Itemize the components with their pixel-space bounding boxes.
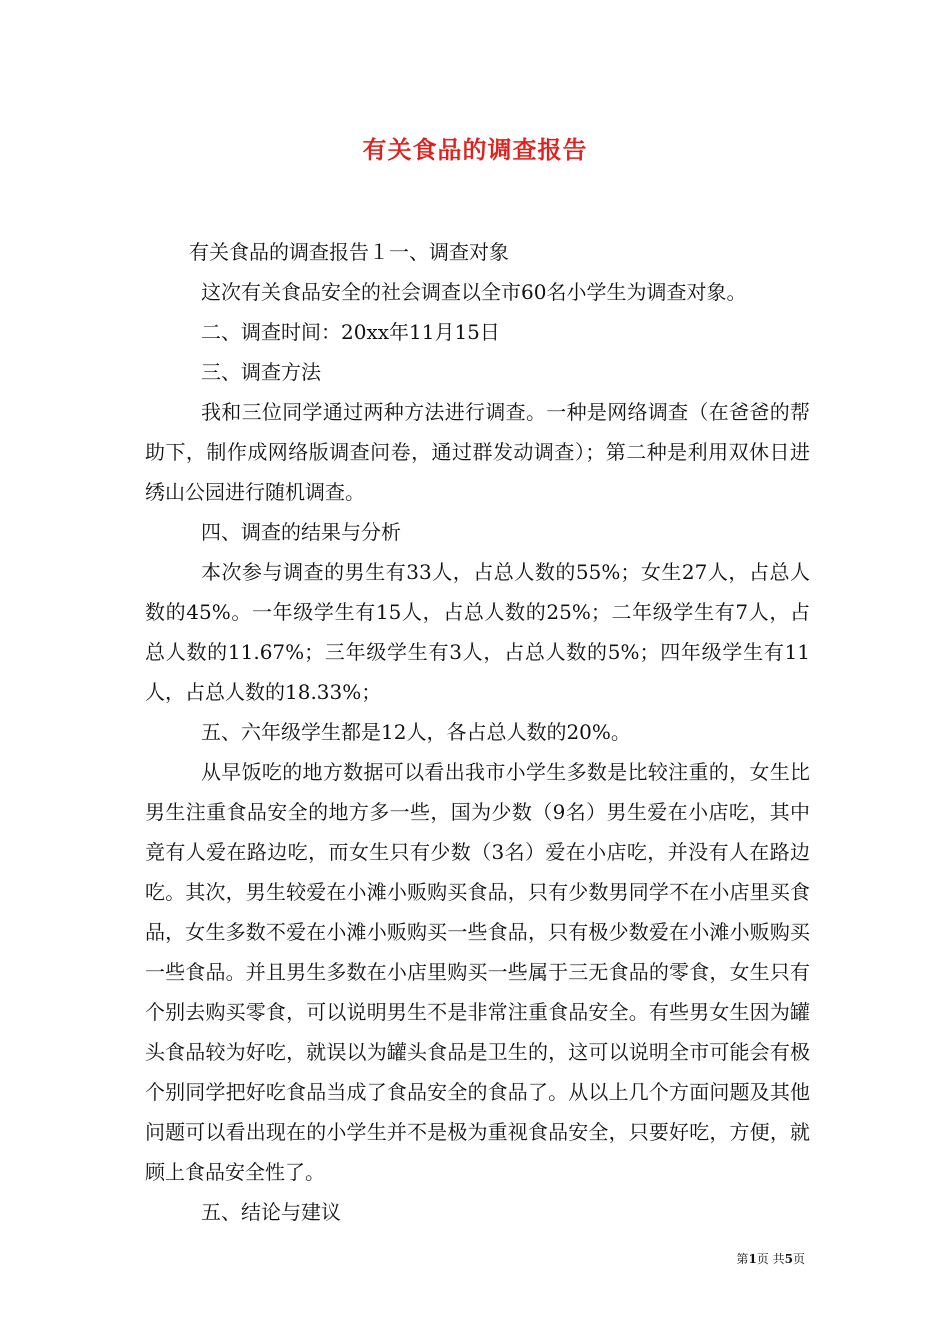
document-body <box>145 232 810 1232</box>
section-heading-conclusion: 五、结论与建议 <box>201 1200 341 1224</box>
footer-prefix: 第 <box>736 1252 749 1266</box>
paragraph-method: 我和三位同学通过两种方法进行调查。一种是网络调查（在爸爸的帮助下，制作成网络版调查问卷，通过群发动调查）；第二种是利用双休日进绣山公园进行随机调查。 <box>145 400 810 504</box>
footer-suffix: 页 <box>792 1252 805 1266</box>
paragraph-subject: 这次有关食品安全的社会调查以全市60名小学生为调查对象。 <box>201 280 747 304</box>
footer-middle: 页 共 <box>756 1252 785 1266</box>
document-title: 有关食品的调查报告 <box>362 135 588 164</box>
page-number-footer <box>736 1250 805 1267</box>
paragraph-analysis: 从早饭吃的地方数据可以看出我市小学生多数是比较注重的，女生比男生注重食品安全的地方多一些，国为少数（9名）男生爱在小店吃，其中竟有人爱在路边吃，而女生只有少数（3名）爱在小店吃，并没有人在路边吃。其次，男生较爱在小滩小贩购买食品，只有少数男同学不在小店里买食品，女生多数不爱在小滩小贩购买一些食品，只有极少数爱在小滩小贩购买一些食品。并且男生多数在小店里购买一些属于三无食品的零食，女生只有个别去购买零食，可以说明男生不是非常注重食品安全。有些男女生因为罐头食品较为好吃，就误以为罐头食品是卫生的，这可以说明全市可能会有极个别同学把好吃食品当成了食品安全的食品了。从以上几个方面问题及其他问题可以看出现在的小学生并不是极为重视食品安全，只要好吃，方便，就顾上食品安全性了。 <box>145 760 810 1184</box>
footer-total-pages: 5 <box>784 1252 793 1266</box>
paragraph-grades: 五、六年级学生都是12人，各占总人数的20%。 <box>201 720 631 744</box>
section-heading-time: 二、调查时间：20xx年11月15日 <box>201 320 500 344</box>
footer-current-page: 1 <box>748 1252 757 1266</box>
paragraph-statistics: 本次参与调查的男生有33人，占总人数的55%；女生27人，占总人数的45%。一年级学生有15人，占总人数的25%；二年级学生有7人，占总人数的11.67%；三年级学生有3人，占总人数的5%；四年级学生有11人，占总人数的18.33%； <box>145 560 810 704</box>
paragraph-intro: 有关食品的调查报告１一、调查对象 <box>189 240 509 264</box>
section-heading-method: 三、调查方法 <box>201 360 321 384</box>
section-heading-results: 四、调查的结果与分析 <box>201 520 401 544</box>
